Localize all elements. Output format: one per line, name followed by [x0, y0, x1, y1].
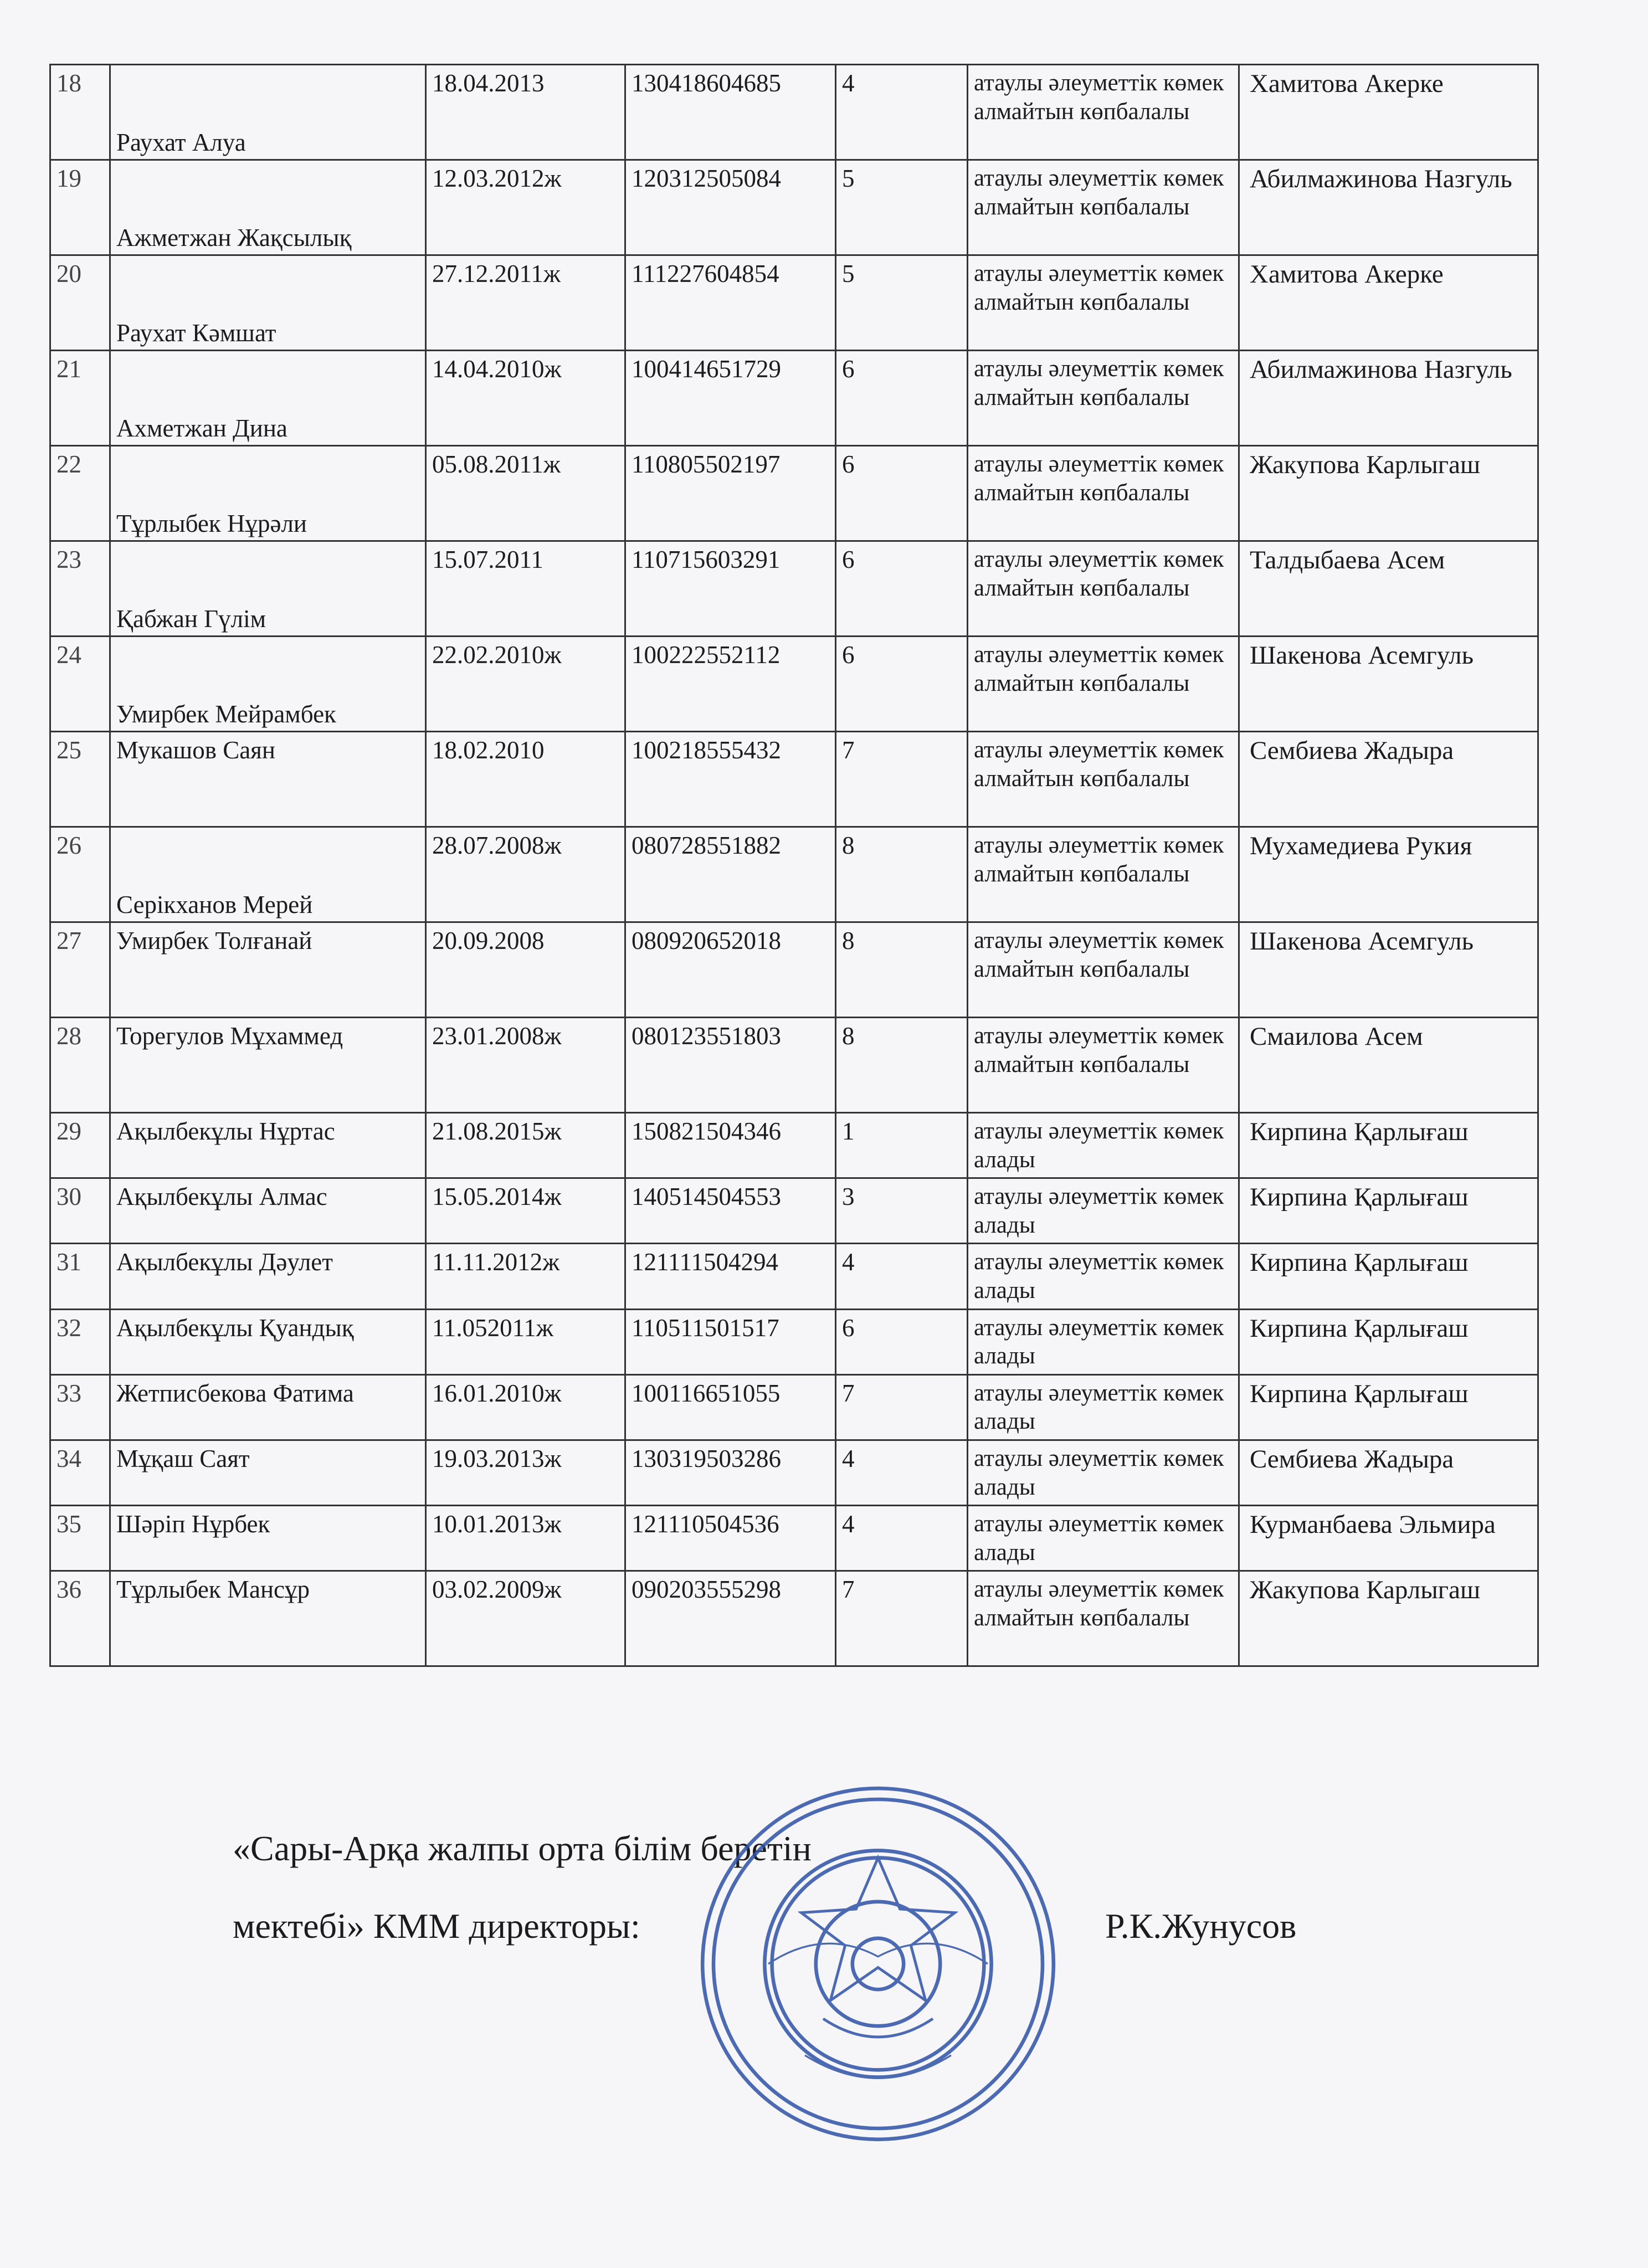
- row-number: 23: [50, 541, 110, 637]
- row-number: 21: [50, 351, 110, 446]
- class-teacher: Мухамедиева Рукия: [1239, 827, 1538, 922]
- social-status: атаулы әлеуметтік көмек алмайтын көпбалалы: [968, 446, 1239, 541]
- social-status: атаулы әлеуметтік көмек алмайтын көпбалалы: [968, 160, 1239, 255]
- iin-number: 100222552112: [625, 637, 836, 732]
- class-teacher: Хамитова Акерке: [1239, 255, 1538, 351]
- director-title-line: мектебі» КММ директоры:: [233, 1906, 640, 1946]
- grade: 4: [836, 65, 968, 160]
- row-number: 29: [50, 1113, 110, 1178]
- student-name: Раухат Алуа: [110, 65, 426, 160]
- row-number: 31: [50, 1244, 110, 1309]
- grade: 7: [836, 1571, 968, 1666]
- student-name: Ақылбекұлы Қуандық: [110, 1309, 426, 1374]
- birth-date: 10.01.2013ж: [426, 1506, 625, 1571]
- class-teacher: Кирпина Қарлығаш: [1239, 1244, 1538, 1309]
- birth-date: 11.052011ж: [426, 1309, 625, 1374]
- social-status: атаулы әлеуметтік көмек алады: [968, 1178, 1239, 1244]
- grade: 5: [836, 255, 968, 351]
- iin-number: 100218555432: [625, 732, 836, 827]
- iin-number: 111227604854: [625, 255, 836, 351]
- social-status: атаулы әлеуметтік көмек алмайтын көпбалалы: [968, 732, 1239, 827]
- row-number: 24: [50, 637, 110, 732]
- social-status: атаулы әлеуметтік көмек алмайтын көпбалалы: [968, 637, 1239, 732]
- birth-date: 18.04.2013: [426, 65, 625, 160]
- grade: 6: [836, 541, 968, 637]
- birth-date: 23.01.2008ж: [426, 1018, 625, 1113]
- row-number: 35: [50, 1506, 110, 1571]
- table-row: [50, 732, 1538, 827]
- student-name: Мұқаш Саят: [110, 1440, 426, 1505]
- birth-date: 11.11.2012ж: [426, 1244, 625, 1309]
- student-name: Ақылбекұлы Нұртас: [110, 1113, 426, 1178]
- student-name: Шәріп Нұрбек: [110, 1506, 426, 1571]
- student-name: Серікханов Мерей: [110, 827, 426, 922]
- grade: 8: [836, 827, 968, 922]
- table-row: [50, 1178, 1538, 1244]
- social-status: атаулы әлеуметтік көмек алады: [968, 1113, 1239, 1178]
- table-row: [50, 1244, 1538, 1309]
- social-status: атаулы әлеуметтік көмек алмайтын көпбалалы: [968, 255, 1239, 351]
- class-teacher: Абилмажинова Назгуль: [1239, 160, 1538, 255]
- row-number: 20: [50, 255, 110, 351]
- grade: 4: [836, 1244, 968, 1309]
- grade: 8: [836, 1018, 968, 1113]
- social-status: атаулы әлеуметтік көмек алады: [968, 1244, 1239, 1309]
- social-status: атаулы әлеуметтік көмек алмайтын көпбалалы: [968, 1571, 1239, 1666]
- class-teacher: Сембиева Жадыра: [1239, 732, 1538, 827]
- social-status: атаулы әлеуметтік көмек алады: [968, 1309, 1239, 1374]
- iin-number: 100116651055: [625, 1374, 836, 1440]
- grade: 7: [836, 1374, 968, 1440]
- iin-number: 080728551882: [625, 827, 836, 922]
- grade: 5: [836, 160, 968, 255]
- class-teacher: Жакупова Карлыгаш: [1239, 446, 1538, 541]
- class-teacher: Курманбаева Эльмира: [1239, 1506, 1538, 1571]
- student-name: Умирбек Мейрамбек: [110, 637, 426, 732]
- students-table: [49, 64, 1539, 1667]
- table-row: [50, 1113, 1538, 1178]
- iin-number: 121110504536: [625, 1506, 836, 1571]
- birth-date: 22.02.2010ж: [426, 637, 625, 732]
- student-name: Мукашов Саян: [110, 732, 426, 827]
- class-teacher: Кирпина Қарлығаш: [1239, 1374, 1538, 1440]
- student-name: Тұрлыбек Мансұр: [110, 1571, 426, 1666]
- grade: 3: [836, 1178, 968, 1244]
- row-number: 33: [50, 1374, 110, 1440]
- table-row: [50, 1571, 1538, 1666]
- student-name: Умирбек Толғанай: [110, 922, 426, 1018]
- row-number: 27: [50, 922, 110, 1018]
- class-teacher: Шакенова Асемгуль: [1239, 922, 1538, 1018]
- row-number: 28: [50, 1018, 110, 1113]
- student-name: Жетписбекова Фатима: [110, 1374, 426, 1440]
- table-row: [50, 255, 1538, 351]
- row-number: 32: [50, 1309, 110, 1374]
- school-name-line: «Сары-Арқа жалпы орта білім беретін: [233, 1829, 812, 1868]
- table-row: [50, 1018, 1538, 1113]
- class-teacher: Абилмажинова Назгуль: [1239, 351, 1538, 446]
- social-status: атаулы әлеуметтік көмек алмайтын көпбалалы: [968, 541, 1239, 637]
- student-name: Тұрлыбек Нұрәли: [110, 446, 426, 541]
- table-row: [50, 446, 1538, 541]
- birth-date: 14.04.2010ж: [426, 351, 625, 446]
- student-name: Ахметжан Дина: [110, 351, 426, 446]
- grade: 4: [836, 1506, 968, 1571]
- birth-date: 15.07.2011: [426, 541, 625, 637]
- row-number: 36: [50, 1571, 110, 1666]
- birth-date: 16.01.2010ж: [426, 1374, 625, 1440]
- table-row: [50, 160, 1538, 255]
- birth-date: 15.05.2014ж: [426, 1178, 625, 1244]
- birth-date: 19.03.2013ж: [426, 1440, 625, 1505]
- class-teacher: Шакенова Асемгуль: [1239, 637, 1538, 732]
- grade: 6: [836, 446, 968, 541]
- row-number: 26: [50, 827, 110, 922]
- iin-number: 080123551803: [625, 1018, 836, 1113]
- student-name: Ажметжан Жақсылық: [110, 160, 426, 255]
- birth-date: 18.02.2010: [426, 732, 625, 827]
- official-seal-icon: [695, 1781, 1061, 2147]
- social-status: атаулы әлеуметтік көмек алады: [968, 1506, 1239, 1571]
- social-status: атаулы әлеуметтік көмек алмайтын көпбалалы: [968, 827, 1239, 922]
- grade: 6: [836, 1309, 968, 1374]
- birth-date: 27.12.2011ж: [426, 255, 625, 351]
- iin-number: 150821504346: [625, 1113, 836, 1178]
- iin-number: 090203555298: [625, 1571, 836, 1666]
- row-number: 34: [50, 1440, 110, 1505]
- birth-date: 05.08.2011ж: [426, 446, 625, 541]
- iin-number: 130418604685: [625, 65, 836, 160]
- table-row: [50, 922, 1538, 1018]
- iin-number: 120312505084: [625, 160, 836, 255]
- class-teacher: Жакупова Карлыгаш: [1239, 1571, 1538, 1666]
- social-status: атаулы әлеуметтік көмек алмайтын көпбалалы: [968, 351, 1239, 446]
- table-row: [50, 1374, 1538, 1440]
- class-teacher: Смаилова Асем: [1239, 1018, 1538, 1113]
- class-teacher: Хамитова Акерке: [1239, 65, 1538, 160]
- class-teacher: Кирпина Қарлығаш: [1239, 1178, 1538, 1244]
- iin-number: 080920652018: [625, 922, 836, 1018]
- table-row: [50, 827, 1538, 922]
- table-row: [50, 1506, 1538, 1571]
- iin-number: 110805502197: [625, 446, 836, 541]
- class-teacher: Талдыбаева Асем: [1239, 541, 1538, 637]
- social-status: атаулы әлеуметтік көмек алмайтын көпбалалы: [968, 65, 1239, 160]
- row-number: 30: [50, 1178, 110, 1244]
- social-status: атаулы әлеуметтік көмек алады: [968, 1374, 1239, 1440]
- birth-date: 12.03.2012ж: [426, 160, 625, 255]
- social-status: атаулы әлеуметтік көмек алмайтын көпбалалы: [968, 922, 1239, 1018]
- class-teacher: Кирпина Қарлығаш: [1239, 1113, 1538, 1178]
- table-body: [50, 65, 1538, 1666]
- iin-number: 110511501517: [625, 1309, 836, 1374]
- iin-number: 100414651729: [625, 351, 836, 446]
- grade: 1: [836, 1113, 968, 1178]
- table-row: [50, 1440, 1538, 1505]
- iin-number: 140514504553: [625, 1178, 836, 1244]
- birth-date: 03.02.2009ж: [426, 1571, 625, 1666]
- iin-number: 121111504294: [625, 1244, 836, 1309]
- social-status: атаулы әлеуметтік көмек алады: [968, 1440, 1239, 1505]
- student-name: Торегулов Мұхаммед: [110, 1018, 426, 1113]
- row-number: 25: [50, 732, 110, 827]
- iin-number: 110715603291: [625, 541, 836, 637]
- grade: 8: [836, 922, 968, 1018]
- grade: 4: [836, 1440, 968, 1505]
- grade: 7: [836, 732, 968, 827]
- director-name: Р.К.Жунусов: [1105, 1906, 1297, 1946]
- student-name: Раухат Кәмшат: [110, 255, 426, 351]
- table-row: [50, 637, 1538, 732]
- grade: 6: [836, 351, 968, 446]
- class-teacher: Сембиева Жадыра: [1239, 1440, 1538, 1505]
- iin-number: 130319503286: [625, 1440, 836, 1505]
- student-name: Ақылбекұлы Алмас: [110, 1178, 426, 1244]
- birth-date: 21.08.2015ж: [426, 1113, 625, 1178]
- social-status: атаулы әлеуметтік көмек алмайтын көпбалалы: [968, 1018, 1239, 1113]
- class-teacher: Кирпина Қарлығаш: [1239, 1309, 1538, 1374]
- table-row: [50, 65, 1538, 160]
- table-row: [50, 1309, 1538, 1374]
- row-number: 22: [50, 446, 110, 541]
- birth-date: 28.07.2008ж: [426, 827, 625, 922]
- student-name: Қабжан Гүлім: [110, 541, 426, 637]
- birth-date: 20.09.2008: [426, 922, 625, 1018]
- row-number: 19: [50, 160, 110, 255]
- grade: 6: [836, 637, 968, 732]
- row-number: 18: [50, 65, 110, 160]
- table-row: [50, 351, 1538, 446]
- table-row: [50, 541, 1538, 637]
- student-name: Ақылбекұлы Дәулет: [110, 1244, 426, 1309]
